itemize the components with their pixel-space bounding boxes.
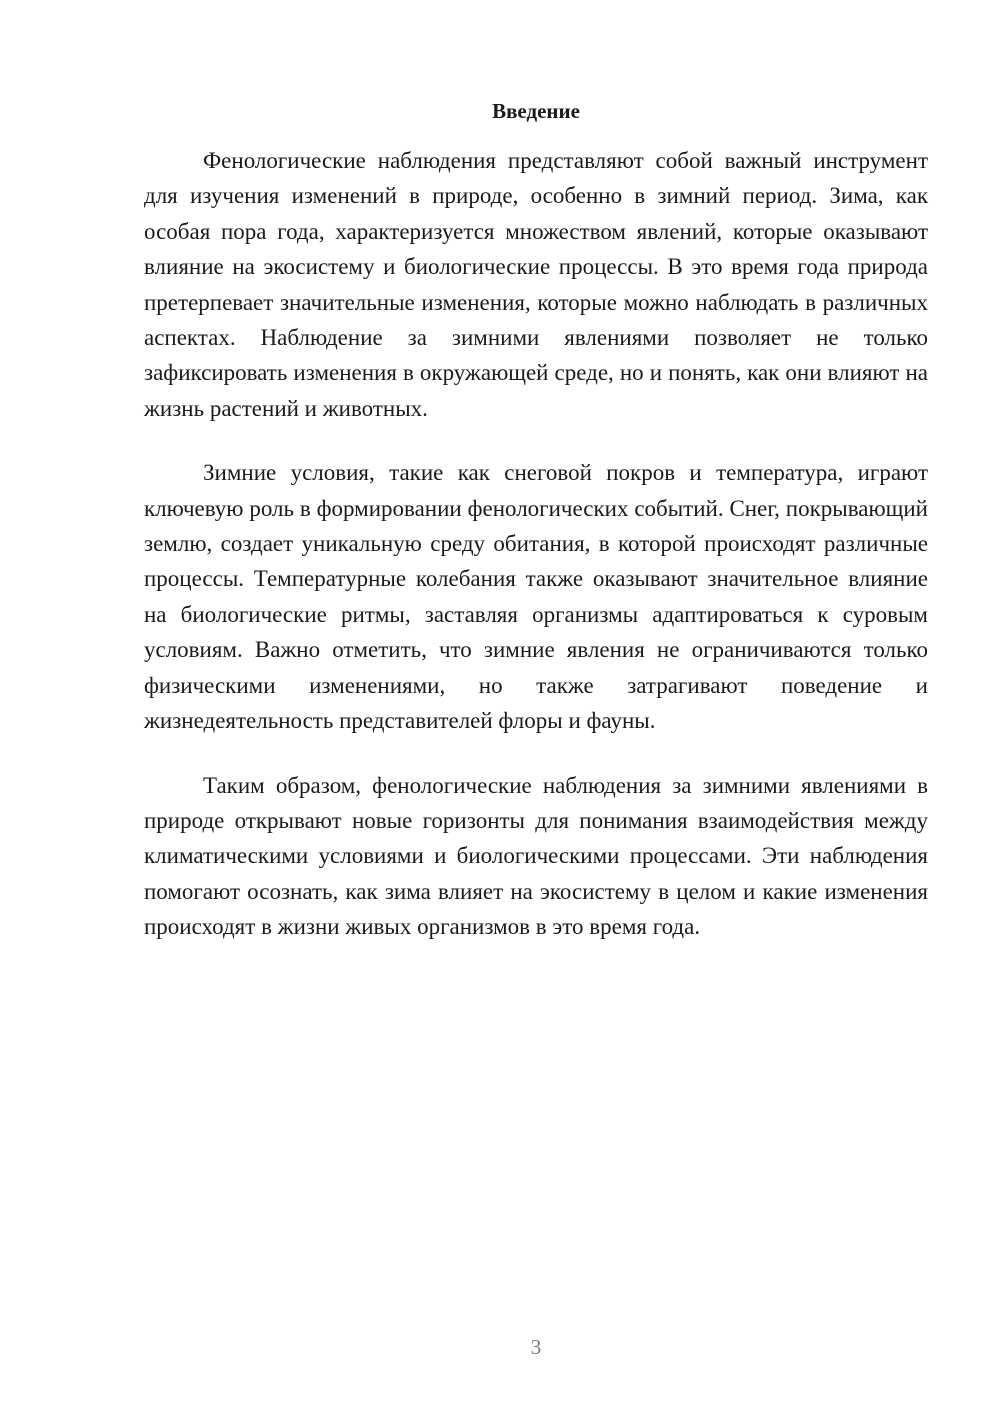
page-number: 3	[530, 1335, 542, 1359]
paragraph-2: Зимние условия, такие как снеговой покров и температура, играют ключевую роль в формировании фенологических событий. Снег, покрывающий землю, создает уникальную среду обитания, в которой происходят различные процессы. Температурные колебания также оказывают значительное влияние на биологические ритмы, заставляя организмы адаптироваться к суровым условиям. Важно отметить, что зимние явления не ограничиваются только физическими изменениями, но также затрагивают поведение и жизнедеятельность представителей флоры и фауны.	[144, 460, 928, 734]
section-heading: Введение	[492, 99, 580, 123]
paragraph-3: Таким образом, фенологические наблюдения за зимними явлениями в природе открывают новые горизонты для понимания взаимодействия между климатическими условиями и биологическими процессами. Эти наблюдения помогают осознать, как зима влияет на экосистему в целом и какие изменения происходят в жизни живых организмов в это время года.	[144, 772, 928, 940]
paragraph-1: Фенологические наблюдения представляют собой важный инструмент для изучения изменений в природе, особенно в зимний период. Зима, как особая пора года, характеризуется множеством явлений, которые оказывают влияние на экосистему и биологические процессы. В это время года природа претерпевает значительные изменения, которые можно наблюдать в различных аспектах. Наблюдение за зимними явлениями позволяет не только зафиксировать изменения в окружающей среде, но и понять, как они влияют на жизнь растений и животных.	[144, 148, 928, 421]
body-text	[144, 143, 928, 974]
